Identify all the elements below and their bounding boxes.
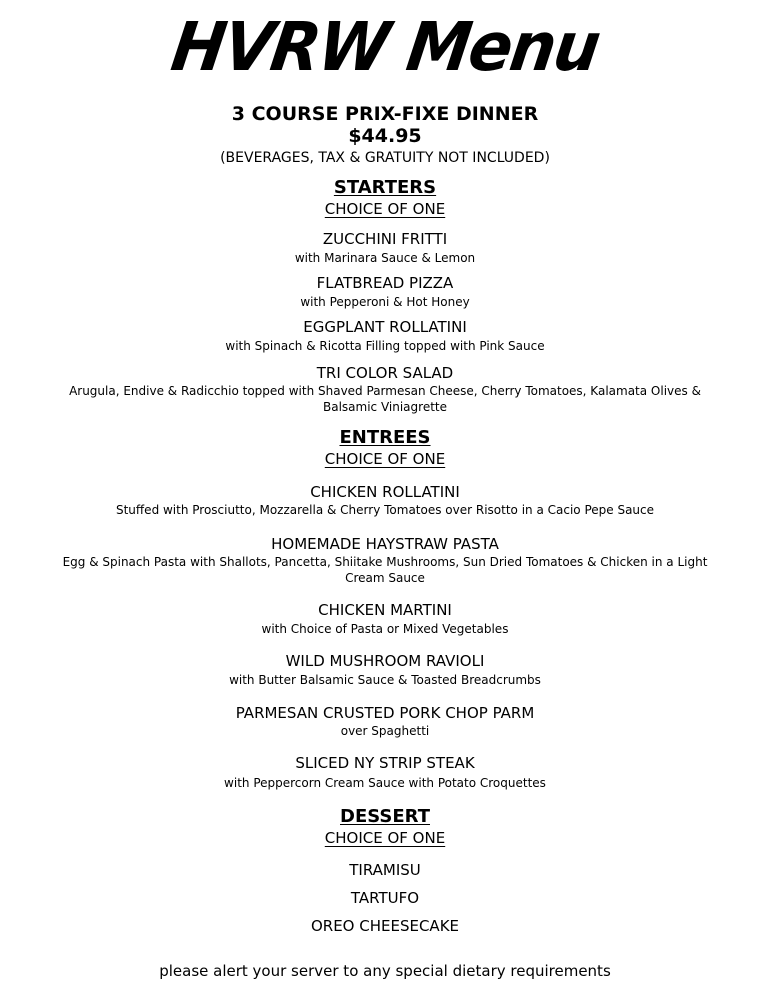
starters-heading: STARTERS	[333, 177, 437, 198]
menu-item-name: SLICED NY STRIP STEAK	[295, 754, 475, 772]
menu-item-description: Stuffed with Prosciutto, Mozzarella & Cherry Tomatoes over Risotto in a Cacio Pepe Sauce	[115, 503, 655, 517]
starters-choice-label: CHOICE OF ONE	[324, 200, 446, 218]
dessert-choice-label: CHOICE OF ONE	[324, 829, 446, 847]
menu-item-name: PARMESAN CRUSTED PORK CHOP PARM	[235, 704, 535, 722]
menu-item-description: with Choice of Pasta or Mixed Vegetables	[261, 622, 509, 636]
menu-item-name: HOMEMADE HAYSTRAW PASTA	[271, 535, 499, 553]
menu-item-description: Egg & Spinach Pasta with Shallots, Pancetta, Shiitake Mushrooms, Sun Dried Tomatoes & Chicken in a Light Cream Sauce	[62, 555, 708, 585]
menu-item-name: ZUCCHINI FRITTI	[322, 230, 448, 248]
menu-title: HVRW Menu	[166, 9, 604, 87]
dessert-heading: DESSERT	[340, 806, 430, 827]
menu-item-description: with Marinara Sauce & Lemon	[294, 251, 476, 265]
menu-item-description: Arugula, Endive & Radicchio topped with Shaved Parmesan Cheese, Cherry Tomatoes, Kalamata Olives & Balsamic Viniagrette	[69, 384, 701, 414]
menu-item-name: OREO CHEESECAKE	[310, 917, 460, 935]
menu-item-name: WILD MUSHROOM RAVIOLI	[285, 652, 485, 670]
entrees-heading: ENTREES	[339, 427, 431, 448]
menu-item-name: TIRAMISU	[349, 861, 421, 879]
menu-item-description: with Peppercorn Cream Sauce with Potato Croquettes	[224, 776, 546, 790]
entrees-choice-label: CHOICE OF ONE	[324, 450, 446, 468]
exclusions-note: (BEVERAGES, TAX & GRATUITY NOT INCLUDED)	[220, 150, 550, 166]
menu-item-name: TARTUFO	[350, 889, 420, 907]
menu-item-name: EGGPLANT ROLLATINI	[303, 318, 467, 336]
dietary-footer-note: please alert your server to any special dietary requirements	[159, 962, 611, 980]
menu-item-name: CHICKEN ROLLATINI	[310, 483, 460, 501]
prix-fixe-subtitle: 3 COURSE PRIX-FIXE DINNER	[231, 103, 539, 125]
menu-item-description: with Spinach & Ricotta Filling topped with Pink Sauce	[225, 339, 545, 353]
menu-item-description: with Pepperoni & Hot Honey	[300, 295, 470, 309]
menu-item-description: over Spaghetti	[340, 724, 430, 738]
price: $44.95	[348, 125, 422, 147]
menu-item-name: TRI COLOR SALAD	[316, 364, 454, 382]
menu-item-name: CHICKEN MARTINI	[318, 601, 452, 619]
menu-item-name: FLATBREAD PIZZA	[316, 274, 454, 292]
menu-item-description: with Butter Balsamic Sauce & Toasted Breadcrumbs	[229, 673, 541, 687]
